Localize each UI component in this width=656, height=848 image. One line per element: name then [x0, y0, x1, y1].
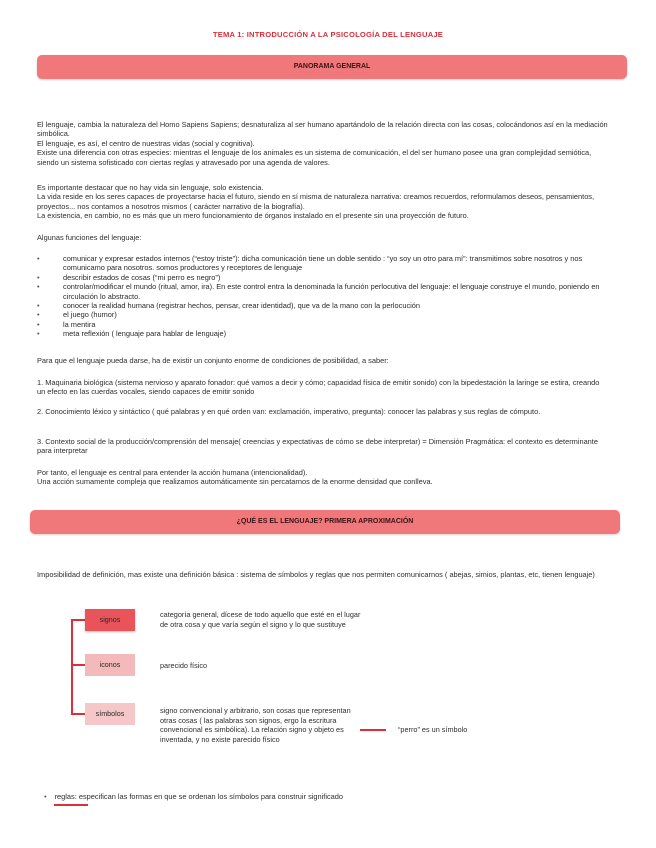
diagram-connector — [71, 664, 85, 666]
concept-box-signos: signos — [85, 609, 135, 631]
list-item: • controlar/modificar el mundo (ritual, amor, ira). En este control entra la denominada la función perlocutiva del lenguaje: el lenguaje construye el mundo, poniendo en circulación lo abstracto. — [37, 282, 609, 301]
condition-3: 3. Contexto social de la producción/comprensión del mensaje( creencias y expectativas de cómo se debe interpretar) = Dimensión Pragmática: el contexto es determinante para interpretar — [37, 437, 598, 456]
list-item: • comunicar y expresar estados internos (“estoy triste”): dicha comunicación tiene un doble sentido : “yo soy un otro para mí”: transmitimos sobre nosotros y nos comunicamo para nosotros. somos productores y receptores de lenguaje — [37, 254, 609, 273]
example-arrow-line — [360, 729, 386, 731]
conditions-intro: Para que el lenguaje pueda darse, ha de existir un conjunto enorme de condiciones de posibilidad, a saber: — [37, 356, 389, 365]
list-item: • meta reflexión ( lenguaje para hablar de lenguaje) — [37, 329, 609, 338]
text-line: Una acción sumamente compleja que realizamos automáticamente sin percatarnos de la enorme densidad que conlleva. — [37, 477, 433, 487]
list-item: • conocer la realidad humana (registrar hechos, pensar, crear identidad), que va de la mano con la perlocución — [37, 301, 609, 310]
section-banner-que-es-el-lenguaje: ¿QUÉ ES EL LENGUAJE? PRIMERA APROXIMACIÓN — [30, 510, 620, 534]
rules-text: : especifican las formas en que se ordenan los símbolos para construir significado — [74, 792, 343, 801]
rules-item — [44, 792, 343, 801]
concept-box-iconos: iconos — [85, 654, 135, 676]
diagram-connector — [71, 713, 85, 715]
bullet-dot: • — [44, 792, 47, 801]
text-line: La vida reside en los seres capaces de proyectarse hacia el futuro, siendo en sí misma de naturaleza narrativa: creamos recuerdos, reformulamos deseos, pensamientos, proyectos... nos contamos a nosotros mismos ( carácter narrativo de la biografía). — [37, 192, 595, 211]
text-line: El lenguaje, es así, el centro de nuestras vidas (social y cognitiva). — [37, 138, 255, 148]
paragraph-intro — [37, 120, 609, 167]
functions-list — [37, 254, 609, 339]
text-line: Existe una diferencia con otras especies: mientras el lenguaje de los animales es un sistema de comunicación, el del ser humano posee una gran complejidad semiótica, siendo un sistema sofisticado con ciertas reglas y atravesado por una agenda de valores. — [37, 148, 592, 167]
list-item: • describir estados de cosas (“mi perro es negro”) — [37, 273, 609, 282]
condition-1: 1. Maquinaria biológica (sistema nervioso y aparato fonador: qué vamos a decir y cómo; capacidad física de emitir sonido) con la bipedestación la laringe se estira, creando un efecto en las cuerdas vocales, siendo capaces de emitir sonido — [37, 378, 600, 397]
rules-underline — [54, 804, 88, 806]
list-item: • la mentira — [37, 320, 609, 329]
definition-simbolos: signo convencional y arbitrario, son cosas que representan otras cosas ( las palabras son signos, ergo la escritura convencional es simbólica). La relación signo y objeto es inventada, y no existe parecido físico — [160, 706, 351, 744]
document-title: TEMA 1: INTRODUCCIÓN A LA PSICOLOGÍA DEL LENGUAJE — [212, 30, 444, 39]
rules-term: reglas — [54, 792, 75, 801]
definition-intro: Imposibilidad de definición, mas existe una definición básica : sistema de símbolos y reglas que nos permiten comunicarnos ( abejas, simios, plantas, etc, tienen lenguaje) — [37, 570, 595, 579]
definition-iconos: parecido físico — [160, 661, 208, 670]
text-line: Es importante destacar que no hay vida sin lenguaje, solo existencia. — [37, 183, 264, 192]
functions-intro: Algunas funciones del lenguaje: — [37, 233, 142, 242]
paragraph-vida — [37, 183, 609, 221]
text-line: La existencia, en cambio, no es más que un mero funcionamiento de órganos instalado en el presente sin una proyección de futuro. — [37, 211, 469, 221]
example-note: “perro” es un símbolo — [398, 725, 468, 734]
diagram-bracket-vertical — [71, 619, 73, 714]
list-item: • el juego (humor) — [37, 310, 609, 319]
section-banner-panorama: PANORAMA GENERAL — [37, 55, 627, 79]
paragraph-conclusion — [37, 468, 609, 487]
text-line: Por tanto, el lenguaje es central para entender la acción humana (intencionalidad). — [37, 468, 308, 477]
condition-2: 2. Conocimiento léxico y sintáctico ( qué palabras y en qué orden van: exclamación, imperativo, pregunta): conocer las palabras y sus reglas de cómputo. — [37, 407, 541, 416]
diagram-connector — [71, 619, 85, 621]
definition-signos: categoría general, dícese de todo aquello que esté en el lugar de otra cosa y que varía según el signo y lo que sustituye — [160, 610, 361, 629]
text-line: El lenguaje, cambia la naturaleza del Homo Sapiens Sapiens; desnaturaliza al ser humano apartándolo de la relación directa con las cosas, colocándonos así en la mediación simbólica. — [37, 120, 608, 139]
concept-box-simbolos: símbolos — [85, 703, 135, 725]
